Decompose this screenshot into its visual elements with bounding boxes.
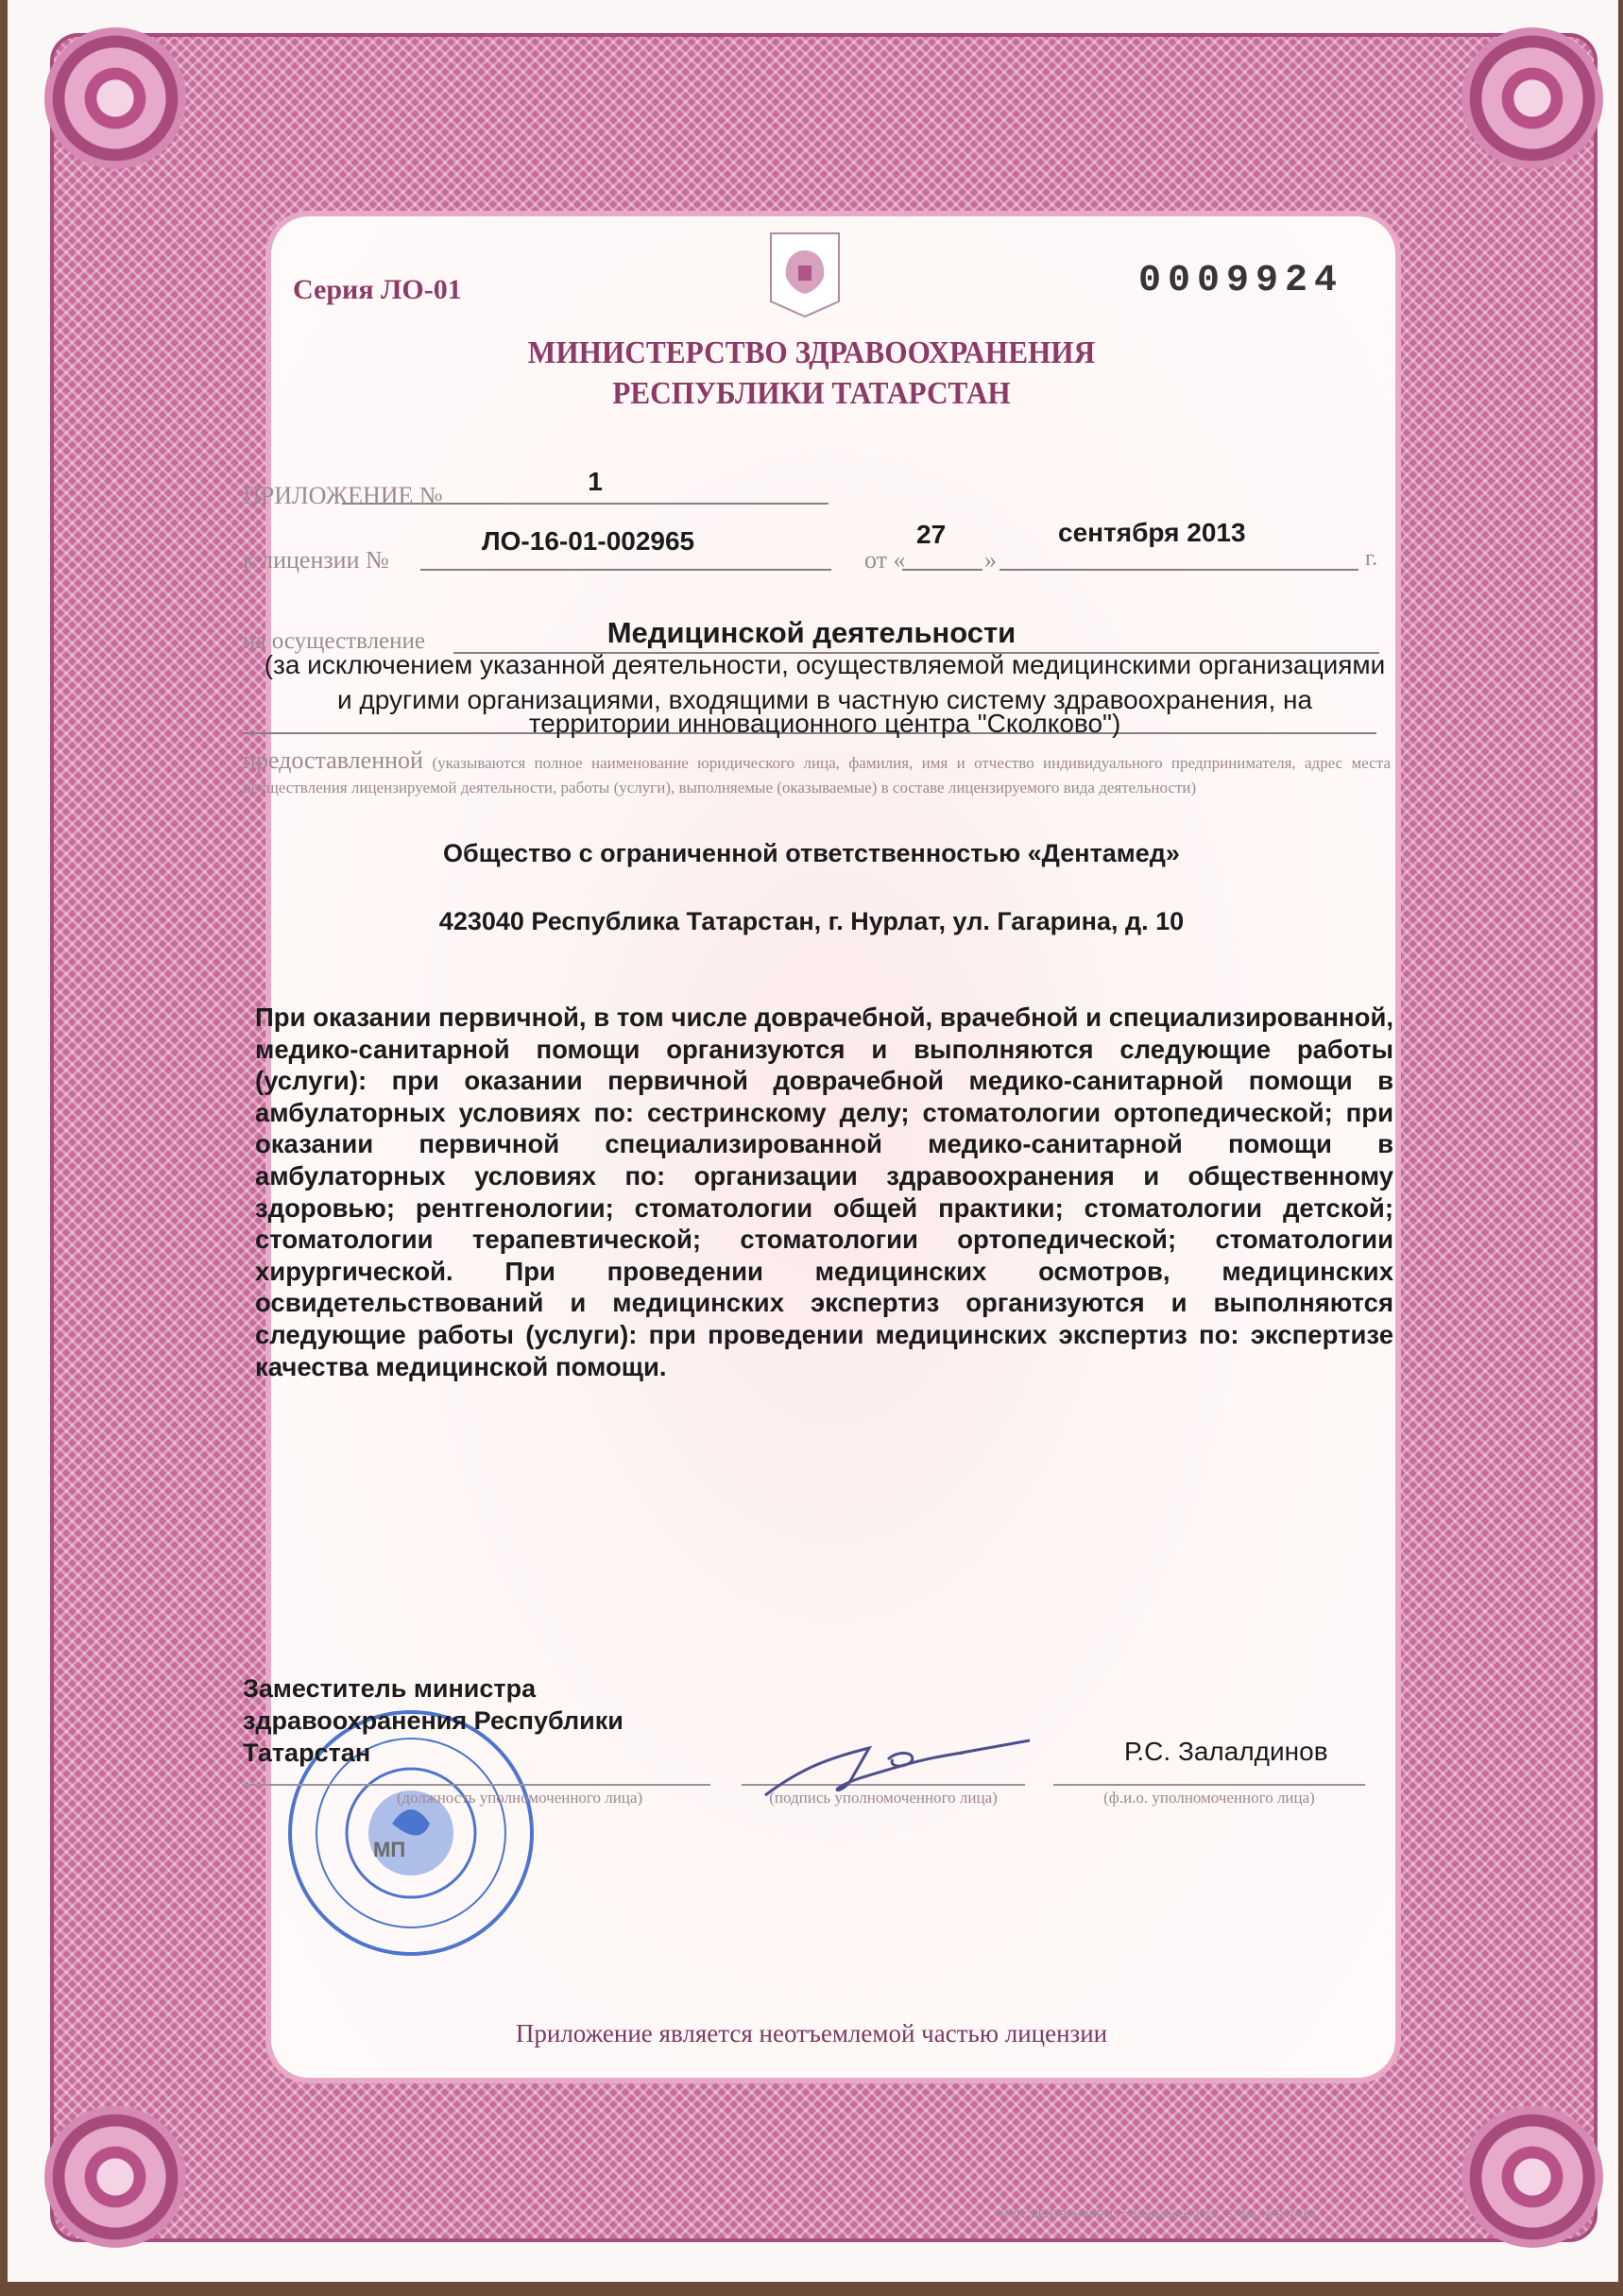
granted-to-hint xyxy=(243,748,1391,800)
series-label: Серия ЛО-01 xyxy=(293,274,462,305)
organization-name: Общество с ограниченной ответственностью «Дентамед» xyxy=(443,839,1180,867)
licensed-services-text: При оказании первичной, в том числе доврачебной, врачебной и специализированной, медико-санитарной помощи организуются и выполняются следующие работы (услуги): при оказании первичной доврачебной медико-санитарной помощи в амбулаторных условиях по: сестринскому делу; стоматологии ортопедической; при оказании первичной специализированной медико-санитарной помощи в амбулаторных условиях по: организации здравоохранения и общественному здоровью; рентгенологии; стоматологии общей практики; стоматологии детской; стоматологии терапевтической; стоматологии ортопедической; стоматологии хирургической. При проведении медицинских осмотров, медицинских освидетельствований и медицинских экспертиз организуются и выполняются следующие работы (услуги): при проведении медицинских экспертиз по: экспертизе качества медицинской помощи. xyxy=(255,1002,1393,1381)
signature-caption: (подпись уполномоченного лица) xyxy=(769,1789,998,1807)
activity-label: на осуществление xyxy=(243,628,426,654)
position-line-1: Заместитель министра xyxy=(243,1674,537,1703)
license-number: ЛО-16-01-002965 xyxy=(482,526,695,556)
coat-of-arms-icon xyxy=(767,231,843,321)
corner-rosette-icon xyxy=(1461,2106,1603,2248)
date-quote-close: » xyxy=(984,546,997,574)
activity-note-line-1: (за исключением указанной деятельности, осуществляемой медицинскими организациями xyxy=(264,650,1386,679)
position-line-2: здравоохранения Республики xyxy=(243,1706,624,1735)
activity-note-line-3: территории инновационного центра "Сколково") xyxy=(528,709,1121,738)
license-day: 27 xyxy=(916,520,947,549)
date-from-label: от « xyxy=(864,546,906,574)
corner-rosette-icon xyxy=(44,2106,186,2248)
organization-address: 423040 Республика Татарстан, г. Нурлат, ул. Гагарина, д. 10 xyxy=(438,907,1185,935)
granted-hint-text: (указываются полное наименование юридического лица, фамилия, имя и отчество индивидуального предпринимателя, адрес места осуществления лицензируемой деятельности, работы (услуги), выполняемые (оказываемые) в составе лицензируемого вида деятельности) xyxy=(243,754,1391,797)
year-suffix: г. xyxy=(1365,546,1378,571)
position-line-3: Татарстан xyxy=(243,1739,371,1767)
appendix-number: 1 xyxy=(588,467,603,496)
form-number: 0009924 xyxy=(1138,260,1344,302)
license-month-year: сентября 2013 xyxy=(1058,518,1246,547)
appendix-label: ПРИЛОЖЕНИЕ № xyxy=(243,482,443,509)
printer-imprint: ФГУП "ЦЕНТРИНФОРМ", г. Всеволожск, 2013, "Б" Зак. № Р47-169 xyxy=(997,2209,1316,2220)
corner-rosette-icon xyxy=(1461,27,1603,169)
signatory-name: Р.С. Залалдинов xyxy=(1124,1737,1328,1766)
position-caption: (должность уполномоченного лица) xyxy=(396,1789,643,1807)
activity-note-line-2: и другими организациями, входящими в частную систему здравоохранения, на xyxy=(336,685,1313,714)
activity-type: Медицинской деятельности xyxy=(606,616,1017,649)
name-caption: (ф.и.о. уполномоченного лица) xyxy=(1103,1789,1315,1807)
ministry-title-line-1: МИНИСТЕРСТВО ЗДРАВООХРАНЕНИЯ xyxy=(527,335,1096,370)
ministry-title-line-2: РЕСПУБЛИКИ ТАТАРСТАН xyxy=(612,376,1011,411)
signatory-position xyxy=(243,1672,624,1769)
appendix-footer-note: Приложение является неотъемлемой частью лицензии xyxy=(515,2019,1108,2048)
license-label: к лицензии № xyxy=(243,546,389,574)
corner-rosette-icon xyxy=(44,27,186,169)
granted-label: предоставленной xyxy=(243,746,423,774)
stamp-place-label: МП xyxy=(373,1838,406,1861)
